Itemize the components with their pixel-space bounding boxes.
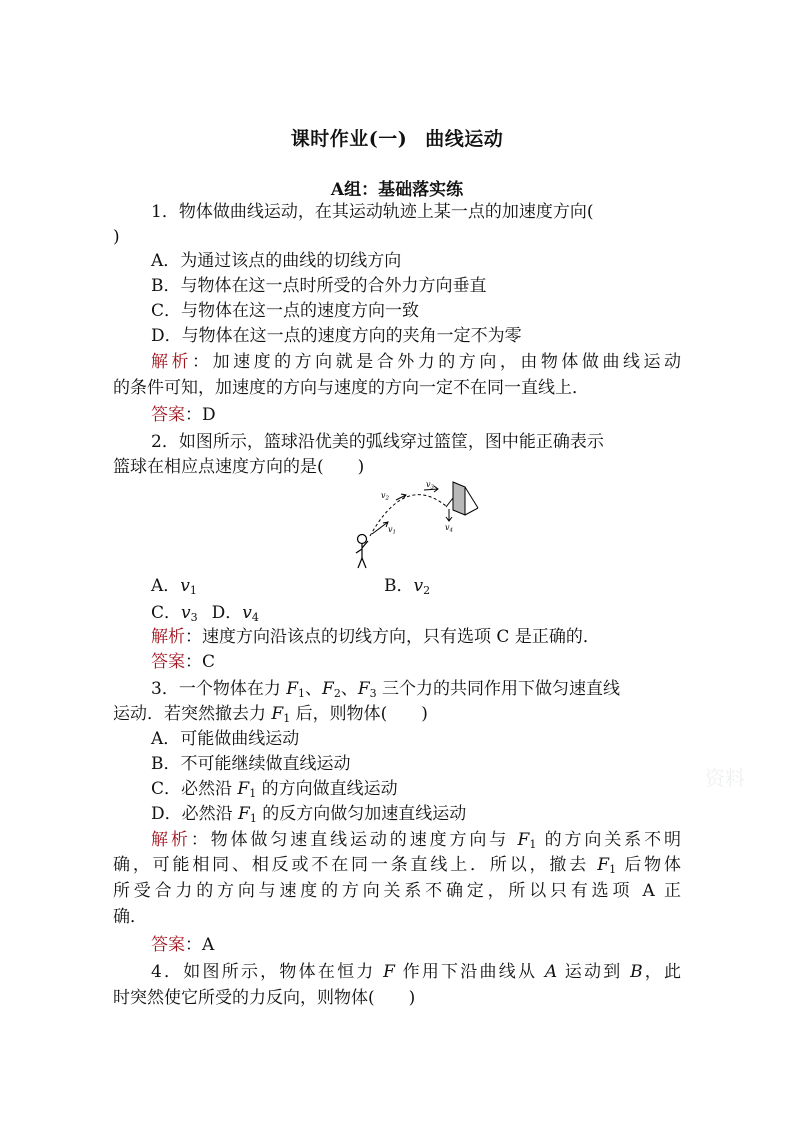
q3-stem-line2: 运动．若突然撤去力 $F_1$ 后，则物体( ): [113, 704, 428, 725]
q1-option-d: D．与物体在这一点的速度方向的夹角一定不为零: [151, 326, 522, 346]
q2-analysis-text: ：速度方向沿该点的切线方向，只有选项 C 是正确的．: [185, 627, 600, 647]
q3-option-b: B．不可能继续做直线运动: [151, 754, 351, 774]
q1-answer: [151, 403, 681, 427]
answer-label: 答案: [151, 405, 185, 425]
q4-stem-line1: 4．如图所示，物体在恒力 F 作用下沿曲线从 A 运动到 B，此: [151, 962, 682, 982]
q1-answer-value: ：D: [185, 405, 216, 425]
basketball-figure: [350, 478, 490, 573]
q1-stem-end: ): [113, 227, 120, 247]
q4-stem-line2: 时突然使它所受的力反向，则物体( ): [113, 988, 416, 1008]
analysis-label: 解析: [151, 627, 185, 647]
q2-options-cd: C．$v_3$ D．$v_4$: [151, 603, 259, 624]
q2-answer-value: ：C: [185, 652, 216, 672]
q3-answer-value: ：A: [185, 935, 215, 955]
answer-label: 答案: [151, 935, 185, 955]
q2-analysis: [151, 625, 681, 649]
q1-option-c: C．与物体在这一点的速度方向一致: [151, 301, 420, 321]
player-figure: [356, 535, 368, 569]
q3-option-c: C．必然沿 $F_1$ 的方向做直线运动: [151, 779, 398, 800]
q3-option-d: D．必然沿 $F_1$ 的反方向做匀加速直线运动: [151, 804, 467, 825]
q2-answer: [151, 650, 681, 674]
title-main: 课时作业(一): [290, 128, 408, 150]
trajectory-curve: [370, 495, 446, 536]
label-v3: v3: [426, 480, 435, 491]
q1-option-b: B．与物体在这一点时所受的合外力方向垂直: [151, 276, 487, 296]
q1-analysis-text: ：加速度的方向就是合外力的方向，由物体做曲线运动: [192, 352, 682, 372]
label-v1: v1: [388, 525, 397, 536]
q2-option-c: C．: [151, 603, 182, 623]
q1-analysis-line2: 的条件可知，加速度的方向与速度的方向一定不在同一直线上．: [113, 378, 589, 398]
q1-option-a: A．为通过该点的曲线的切线方向: [151, 251, 402, 271]
analysis-label: 解析: [151, 830, 191, 850]
q2-option-b: B．$v_2$: [384, 576, 431, 597]
q2-option-d: D．: [211, 603, 243, 623]
q3-stem-line1: 3．一个物体在力 $F_1$、$F_2$、$F_3$ 三个力的共同作用下做匀速直线: [151, 679, 621, 700]
q3-answer: [151, 933, 681, 957]
q3-analysis-line3: 所受合力的方向与速度的方向关系不确定，所以只有选项 A 正: [113, 881, 681, 901]
q2-stem-line2: 篮球在相应点速度方向的是( ): [113, 457, 365, 477]
page-title: [0, 124, 794, 151]
backboard-hoop: [446, 482, 478, 515]
answer-label: 答案: [151, 652, 185, 672]
q3-analysis-line2: 确，可能相同、相反或不在同一条直线上．所以，撤去 $F_1$ 后物体: [113, 855, 682, 876]
q2-stem-line1: 2．如图所示，篮球沿优美的弧线穿过篮筐，图中能正确表示: [151, 432, 604, 452]
title-topic: 曲线运动: [425, 128, 504, 150]
q1-analysis-line1: [151, 350, 681, 374]
label-v4: v4: [445, 523, 454, 534]
q2-option-a: A．$v_1$: [151, 576, 197, 597]
label-v2: v2: [381, 491, 390, 502]
watermark: 资料: [705, 766, 745, 790]
group-heading: A组：基础落实练: [330, 180, 464, 200]
q3-option-a: A．可能做曲线运动: [151, 729, 300, 749]
q3-analysis-line1: 解析：物体做匀速直线运动的速度方向与 $F_1$ 的方向关系不明: [151, 830, 682, 851]
analysis-label: 解析: [151, 352, 193, 372]
q3-analysis-line4: 确．: [113, 907, 147, 927]
q1-stem: 1．物体做曲线运动，在其运动轨迹上某一点的加速度方向(: [151, 202, 594, 222]
